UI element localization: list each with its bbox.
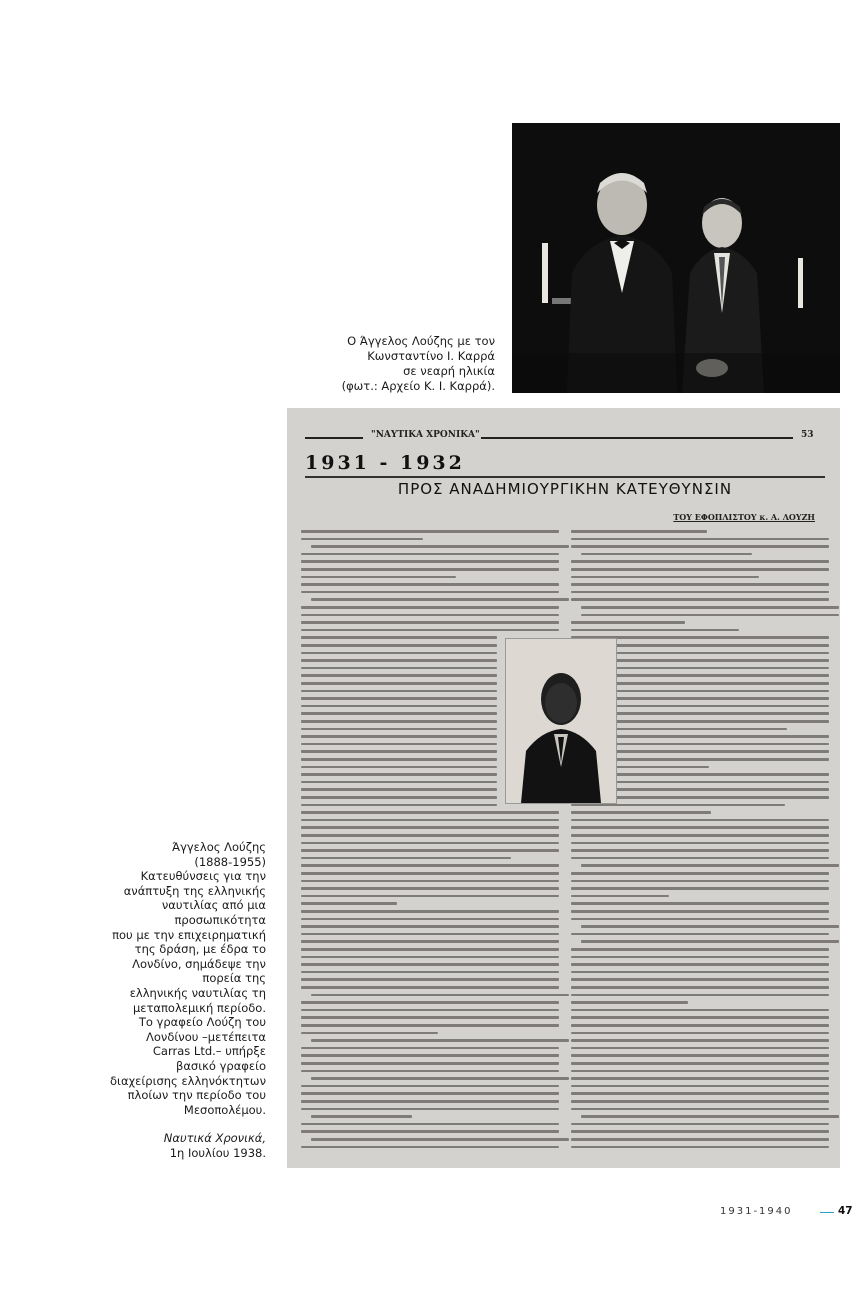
text-line [301,1024,559,1027]
text-line [571,1024,829,1027]
text-line [301,621,559,624]
text-line [301,1032,438,1035]
text-line [301,796,497,799]
clipping-title: ΠΡΟΣ ΑΝΑΔΗΜΙΟΥΡΓΙΚΗΝ ΚΑΤΕΥΘΥΝΣΙΝ [397,480,733,498]
text-line [301,940,559,943]
text-line [571,621,685,624]
text-line [301,978,559,981]
footer-dash [820,1212,834,1213]
text-line [301,652,497,655]
text-line [301,834,559,837]
text-line [301,705,497,708]
text-line [301,933,559,936]
photo-caption-line: Ο Άγγελος Λούζης με τον [347,334,495,348]
text-line [301,690,497,693]
text-line [301,560,559,563]
text-line [571,994,829,997]
caption-body-line: προσωπικότητα [174,912,266,927]
text-line [311,545,569,548]
text-line [571,971,829,974]
text-line [581,925,839,928]
text-line [301,880,559,883]
text-line [301,758,497,761]
text-line [301,773,497,776]
caption-body [106,869,266,1117]
caption-source-date: 1η Ιουλίου 1938. [169,1145,266,1160]
text-line [301,750,497,753]
text-line [571,872,829,875]
text-line [571,1108,829,1111]
text-line [571,1085,829,1088]
text-line [571,963,829,966]
text-line [571,1138,829,1141]
text-line [571,1100,829,1103]
text-line [301,1054,559,1057]
text-line [571,849,829,852]
caption-years: (1888-1955) [194,854,266,869]
text-line [571,576,759,579]
text-line [301,1009,559,1012]
caption-body-line: βασικό γραφείο [176,1058,266,1073]
text-line [571,1062,829,1065]
photo-caption-line: (φωτ.: Αρχείο Κ. Ι. Καρρά). [341,379,495,393]
text-line [301,667,497,670]
text-line [571,1077,829,1080]
text-line [311,994,569,997]
page-number: 47 [838,1205,853,1217]
text-line [301,902,397,905]
text-line [581,553,752,556]
text-line [301,1062,559,1065]
text-line [301,766,497,769]
caption-body-line: διαχείρισης ελληνόκτητων [110,1073,266,1088]
caption-body-line: Λονδίνο, σημάδεψε την [132,956,266,971]
text-line [571,1146,829,1149]
text-line [301,530,559,533]
text-line [301,644,497,647]
text-line [571,986,829,989]
text-line [571,1032,829,1035]
text-line [301,804,497,807]
text-line [301,1092,559,1095]
text-line [581,606,839,609]
text-line [311,1077,569,1080]
text-line [301,1100,559,1103]
text-line [311,1138,569,1141]
text-line [301,568,559,571]
caption-body-line: ανάπτυξη της ελληνικής [123,883,266,898]
text-line [571,842,829,845]
text-line [301,1108,559,1111]
historical-photo [512,123,840,393]
text-line [581,940,839,943]
text-line [301,864,559,867]
text-line [571,1047,829,1050]
text-line [301,887,559,890]
caption-body-line: μεταπολεμική περίοδο. [132,1000,266,1015]
text-line [581,864,839,867]
text-line [301,986,559,989]
text-line [301,857,511,860]
text-line [301,1016,559,1019]
photo-caption-line: Κωνσταντίνο Ι. Καρρά [367,349,495,363]
text-line [301,538,423,541]
text-line [301,1085,559,1088]
text-line [571,1001,688,1004]
caption-body-line: Μεσοπολέμου. [183,1102,266,1117]
text-line [301,819,559,822]
text-line [571,560,829,563]
side-caption [106,840,266,1160]
text-line [301,712,497,715]
footer-years: 1931-1940 [720,1206,793,1217]
text-line [571,1016,829,1019]
text-line [301,1146,559,1149]
caption-body-line: πορεία της [202,971,266,986]
text-line [301,895,559,898]
text-line [301,826,559,829]
text-line [301,971,559,974]
text-line [571,978,829,981]
clipping-publication-name: "ΝΑΥΤΙΚΑ ΧΡΟΝΙΚΑ" [371,430,480,440]
divider [305,476,825,478]
text-line [301,720,497,723]
text-line [301,1130,559,1133]
clipping-page-number: 53 [801,430,814,440]
text-line [571,880,829,883]
caption-body-line: Carras Ltd.– υπήρξε [152,1044,266,1059]
photo-caption [300,334,495,394]
text-line [571,545,829,548]
text-line [301,614,559,617]
text-line [571,902,829,905]
caption-body-line: ναυτιλίας από μια [161,898,266,913]
text-line [571,956,829,959]
text-line [301,636,497,639]
text-line [571,887,829,890]
text-line [301,697,497,700]
text-line [301,849,559,852]
caption-source-name: Ναυτικά Χρονικά, [163,1131,266,1146]
text-line [571,857,829,860]
text-line [571,568,829,571]
newspaper-clipping [287,408,840,1168]
text-line [301,781,497,784]
text-line [571,918,829,921]
caption-body-line: Το γραφείο Λούζη του [138,1015,266,1030]
text-line [571,933,829,936]
text-line [301,872,559,875]
text-line [301,629,559,632]
caption-body-line: Κατευθύνσεις για την [140,869,266,884]
photo-caption-line: σε νεαρή ηλικία [403,364,495,378]
text-line [301,788,497,791]
text-line [301,1123,559,1126]
text-line [301,659,497,662]
text-line [571,1009,829,1012]
text-line [571,538,829,541]
text-line [571,591,829,594]
text-line [571,530,707,533]
text-line [571,819,829,822]
text-line [571,1092,829,1095]
text-line [571,1054,829,1057]
text-line [301,948,559,951]
text-line [301,918,559,921]
caption-name: Άγγελος Λούζης [172,840,266,854]
text-line [301,1070,559,1073]
text-line [571,811,711,814]
portrait-photo [505,638,617,804]
text-line [311,1115,412,1118]
text-line [581,614,839,617]
text-line [571,598,829,601]
text-line [301,956,559,959]
text-line [571,834,829,837]
text-line [301,811,559,814]
text-line [301,963,559,966]
text-line [301,583,559,586]
clipping-body-text [301,530,826,1160]
text-line [301,743,497,746]
caption-source [106,1131,266,1160]
text-line [301,1047,559,1050]
text-line [571,1130,829,1133]
text-line [571,583,829,586]
text-line [571,1070,829,1073]
page-footer [720,1205,853,1220]
text-line [581,1115,839,1118]
caption-body-line: της δράση, με έδρα το [134,942,266,957]
text-line [301,591,559,594]
text-line [301,674,497,677]
text-line [301,553,559,556]
text-line [571,895,669,898]
text-line [301,576,456,579]
text-line [301,606,559,609]
caption-body-line: πλοίων την περίοδο του [127,1088,266,1103]
text-line [301,682,497,685]
text-line [301,925,559,928]
text-line [301,910,559,913]
clipping-byline: ΤΟΥ ΕΦΟΠΛΙΣΤΟΥ κ. Α. ΛΟΥΖΗ [673,512,815,522]
text-line [571,1123,829,1126]
text-line [311,598,569,601]
caption-body-line: Λονδίνου –μετέπειτα [146,1029,266,1044]
text-line [301,842,559,845]
text-line [311,1039,569,1042]
clipping-header [305,430,825,444]
text-line [571,1039,829,1042]
text-line [571,629,739,632]
clipping-year: 1931 - 1932 [305,452,465,474]
text-line [571,826,829,829]
text-line [301,728,497,731]
text-line [571,910,829,913]
text-line [301,735,497,738]
caption-body-line: που με την επιχειρηματική [112,927,266,942]
text-line [571,948,829,951]
caption-body-line: ελληνικής ναυτιλίας τη [129,985,266,1000]
text-line [301,1001,559,1004]
